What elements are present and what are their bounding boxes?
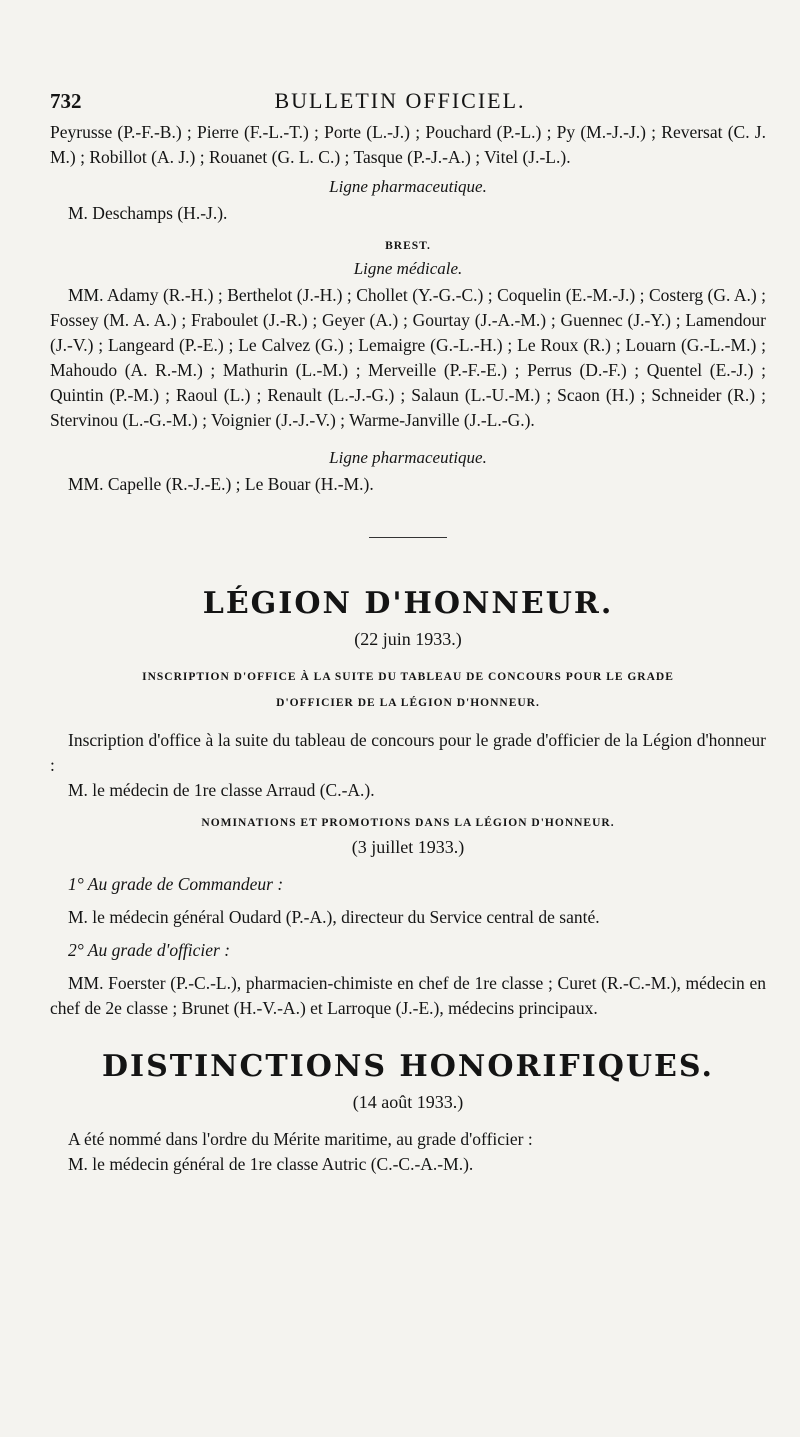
pharma-heading-brest: Ligne pharmaceutique. [329, 448, 487, 467]
page-content [50, 120, 766, 1177]
medical-heading-brest: Ligne médicale. [353, 259, 463, 278]
city-heading-brest: BREST. [385, 240, 431, 252]
nominations-date: (3 juillet 1933.) [351, 837, 465, 857]
pharma-heading-top: Ligne pharmaceutique. [329, 177, 487, 196]
names-paragraph-top: Peyrusse (P.-F.-B.) ; Pierre (F.-L.-T.) ; Porte (L.-J.) ; Pouchard (P.-L.) ; Py (M.-J.-J.) ; Reversat (C. J. M.) ; Robillot (A. J.) ; Rouanet (G. L. C.) ; Tasque (P.-J.-A.) ; Vitel (J.-L.). [50, 122, 766, 167]
legion-caps-note-line-2: D'OFFICIER DE LA LÉGION D'HONNEUR. [276, 697, 540, 709]
page-number: 732 [50, 89, 82, 113]
grade-officier-label: 2° Au grade d'officier : [68, 940, 231, 960]
page-header [50, 88, 750, 114]
section-divider [369, 537, 447, 538]
distinctions-name: M. le médecin général de 1re classe Autric (C.-C.-A.-M.). [68, 1154, 474, 1174]
distinctions-date: (14 août 1933.) [352, 1092, 464, 1112]
running-title: BULLETIN OFFICIEL. [274, 88, 526, 113]
nominations-heading: NOMINATIONS ET PROMOTIONS DANS LA LÉGION D'HONNEUR. [201, 817, 615, 829]
legion-caps-note-line-1: INSCRIPTION D'OFFICE À LA SUITE DU TABLEAU DE CONCOURS POUR LE GRADE [142, 671, 674, 683]
grade-commandeur-label: 1° Au grade de Commandeur : [68, 874, 284, 894]
legion-caps-note [50, 664, 766, 716]
inscription-name: M. le médecin de 1re classe Arraud (C.-A.). [68, 780, 375, 800]
distinctions-title: DISTINCTIONS HONORIFIQUES. [102, 1049, 714, 1084]
legion-title: LÉGION D'HONNEUR. [202, 586, 614, 621]
medical-names-brest: MM. Adamy (R.-H.) ; Berthelot (J.-H.) ; Chollet (Y.-G.-C.) ; Coquelin (E.-M.-J.) ; Costerg (G. A.) ; Fossey (M. A. A.) ; Fraboulet (J.-R.) ; Geyer (A.) ; Gourtay (J.-A.-M.) ; Guennec (J.-Y.) ; Lamendour (J.-V.) ; Langeard (P.-E.) ; Le Calvez (G.) ; Lemaigre (G.-L.-H.) ; Le Roux (R.) ; Louarn (G.-L.-M.) ; Mahoudo (A. R.-M.) ; Mathurin (L.-M.) ; Merveille (P.-F.-E.) ; Perrus (D.-F.) ; Quentel (E.-J.) ; Quintin (P.-M.) ; Raoul (L.) ; Renault (L.-J.-G.) ; Salaun (L.-U.-M.) ; Scaon (H.) ; Schneider (R.) ; Stervinou (L.-G.-M.) ; Voignier (J.-J.-V.) ; Warme-Janville (J.-L.-G.). [50, 285, 766, 430]
pharma-names-brest: MM. Capelle (R.-J.-E.) ; Le Bouar (H.-M.). [68, 474, 374, 494]
distinctions-text: A été nommé dans l'ordre du Mérite maritime, au grade d'officier : [68, 1129, 533, 1149]
grade-officier-text: MM. Foerster (P.-C.-L.), pharmacien-chimiste en chef de 1re classe ; Curet (R.-C.-M.), médecin en chef de 2e classe ; Brunet (H.-V.-A.) et Larroque (J.-E.), médecins principaux. [50, 973, 766, 1018]
grade-commandeur-text: M. le médecin général Oudard (P.-A.), directeur du Service central de santé. [68, 907, 600, 927]
legion-date: (22 juin 1933.) [354, 629, 462, 649]
inscription-text: Inscription d'office à la suite du tableau de concours pour le grade d'officier de la Légion d'honneur : [50, 730, 766, 775]
pharma-names-top: M. Deschamps (H.-J.). [68, 203, 228, 223]
